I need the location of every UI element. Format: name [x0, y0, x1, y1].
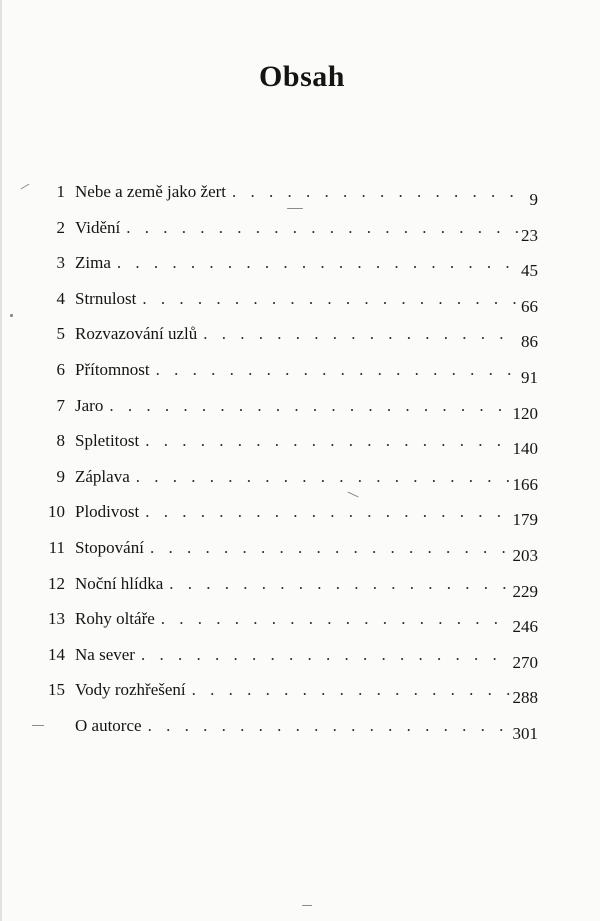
- chapter-number: 1: [56, 182, 65, 201]
- chapter-number: 3: [56, 253, 65, 273]
- chapter-title: Stopování: [75, 537, 144, 557]
- chapter-number: 4: [56, 288, 65, 308]
- dot-leader: [141, 645, 511, 665]
- dot-leader: [109, 396, 510, 416]
- toc-entry-3: [2, 249, 600, 285]
- toc-entry-5: [2, 320, 600, 356]
- toc-entry-6: [2, 356, 600, 392]
- toc-entry-12: [2, 570, 600, 606]
- dot-leader: [161, 609, 511, 629]
- page-number: 203: [512, 545, 538, 565]
- dot-leader: [136, 467, 511, 487]
- page-number: 246: [512, 617, 538, 637]
- page-number: 229: [512, 581, 538, 601]
- chapter-number: 2: [56, 217, 65, 237]
- chapter-title: Rohy oltáře: [75, 609, 155, 629]
- chapter-number: 10: [48, 502, 65, 522]
- toc-entry-15: [2, 676, 600, 712]
- toc-entry-7: [2, 392, 600, 428]
- dot-leader: [142, 289, 519, 309]
- chapter-number: 5: [56, 324, 65, 344]
- page-number: 9: [529, 190, 538, 209]
- page-number: 86: [521, 332, 538, 352]
- page-title: Obsah: [259, 60, 345, 93]
- chapter-number: 11: [48, 537, 65, 557]
- page-number: 91: [521, 367, 538, 387]
- page-number: 140: [512, 439, 538, 459]
- dot-leader: [232, 182, 527, 202]
- chapter-number: 13: [48, 609, 65, 629]
- toc-entry-13: [2, 605, 600, 641]
- chapter-number: 8: [56, 431, 65, 451]
- toc-entry-8: [2, 427, 600, 463]
- chapter-title: Plodivost: [75, 502, 140, 522]
- toc-entry-2: [2, 214, 600, 250]
- page-number: 270: [512, 652, 538, 672]
- page-number: 288: [512, 688, 538, 708]
- scan-speck: [287, 208, 303, 209]
- chapter-number: 12: [48, 573, 65, 593]
- chapter-number: 15: [48, 680, 65, 700]
- dot-leader: [192, 680, 511, 700]
- page-number: 179: [512, 510, 538, 530]
- dot-leader: [145, 502, 510, 522]
- chapter-title: Na sever: [75, 644, 135, 664]
- page-number: 45: [521, 261, 538, 281]
- dot-leader: [150, 538, 511, 558]
- dot-leader: [203, 324, 519, 344]
- dot-leader: [126, 218, 519, 238]
- toc-entry-11: [2, 534, 600, 570]
- page-number: 120: [512, 403, 538, 423]
- page-number: 66: [521, 296, 538, 316]
- chapter-title: Záplava: [75, 466, 130, 486]
- page-number: 301: [512, 723, 538, 743]
- chapter-title: O autorce: [75, 715, 142, 735]
- toc-entry-author: [2, 712, 600, 748]
- dot-leader: [148, 716, 511, 736]
- scan-speck: [302, 905, 312, 906]
- table-of-contents: [2, 178, 600, 748]
- chapter-title: Vidění: [75, 217, 121, 237]
- dot-leader: [117, 253, 519, 273]
- chapter-title: Noční hlídka: [75, 573, 164, 593]
- chapter-title: Strnulost: [75, 288, 137, 308]
- chapter-number: 6: [56, 359, 65, 379]
- chapter-title: Zima: [75, 253, 111, 273]
- scan-speck: [10, 314, 13, 317]
- scan-speck: [32, 725, 44, 726]
- chapter-number: 14: [48, 644, 65, 664]
- chapter-title: Nebe a země jako žert: [75, 182, 227, 201]
- dot-leader: [145, 431, 510, 451]
- page-number: 23: [521, 225, 538, 245]
- page-number: 166: [512, 474, 538, 494]
- chapter-title: Jaro: [75, 395, 104, 415]
- chapter-title: Vody rozhřešení: [75, 680, 186, 700]
- chapter-number: 7: [56, 395, 65, 415]
- dot-leader: [169, 574, 510, 594]
- toc-entry-9: [2, 463, 600, 499]
- chapter-title: Přítomnost: [75, 359, 150, 379]
- toc-entry-14: [2, 641, 600, 677]
- toc-entry-4: [2, 285, 600, 321]
- dot-leader: [156, 360, 519, 380]
- toc-entry-10: [2, 498, 600, 534]
- chapter-title: Spletitost: [75, 431, 140, 451]
- chapter-number: 9: [56, 466, 65, 486]
- chapter-title: Rozvazování uzlů: [75, 324, 198, 344]
